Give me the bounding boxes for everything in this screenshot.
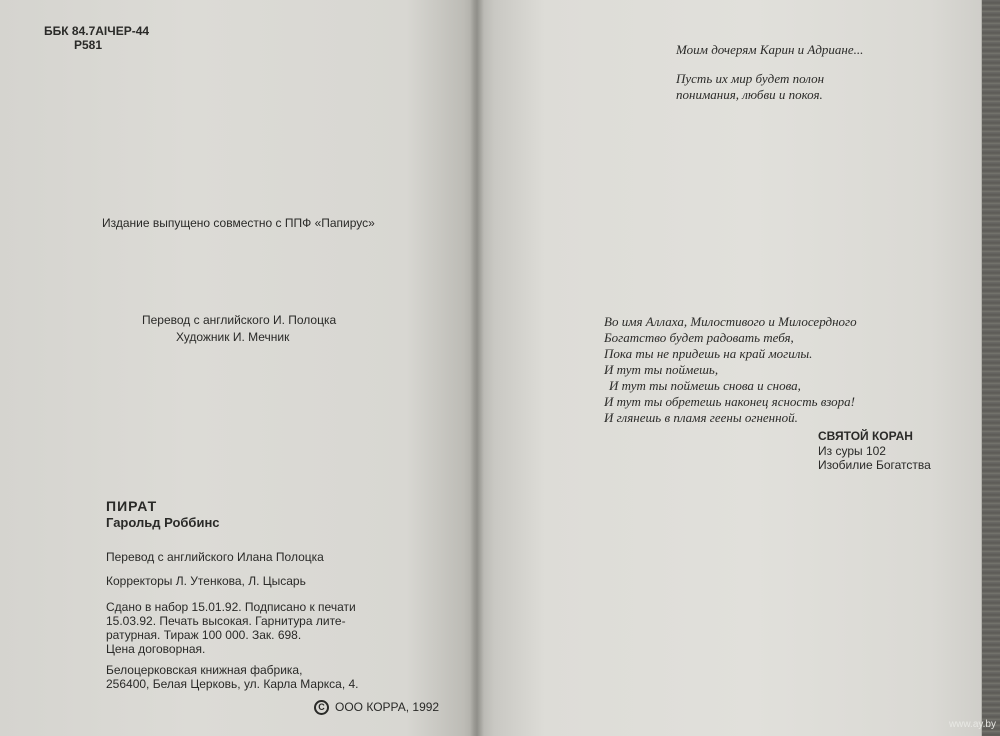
print-info-line: 15.03.92. Печать высокая. Гарнитура лите- <box>106 614 346 628</box>
copyright-icon: C <box>314 700 329 715</box>
printer-line: 256400, Белая Церковь, ул. Карла Маркса, 4. <box>106 677 359 691</box>
book-author: Гарольд Роббинс <box>106 515 220 530</box>
print-info-line: Сдано в набор 15.01.92. Подписано к печати <box>106 600 356 614</box>
epigraph-line: И тут ты поймешь, <box>604 362 719 377</box>
epigraph-line: И тут ты поймешь снова и снова, <box>609 378 801 393</box>
artist-credit: Художник И. Мечник <box>176 330 290 344</box>
proofreaders: Корректоры Л. Утенкова, Л. Цысарь <box>106 574 306 588</box>
print-info-line: ратурная. Тираж 100 000. Зак. 698. <box>106 628 302 642</box>
joint-edition-note: Издание выпущено совместно с ППФ «Папирус» <box>102 216 375 230</box>
printer-line: Белоцерковская книжная фабрика, <box>106 663 303 677</box>
translation-full: Перевод с английского Илана Полоцка <box>106 550 324 564</box>
site-watermark: www.ay.by <box>948 719 996 730</box>
epigraph-source-sura: Из суры 102 <box>818 444 886 458</box>
copyright-text: ООО КОРРА, 1992 <box>335 700 440 714</box>
book-gutter <box>470 0 484 736</box>
translation-credit: Перевод с английского И. Полоцка <box>142 313 337 327</box>
epigraph-source-sura-name: Изобилие Богатства <box>818 458 931 472</box>
book-title: ПИРАТ <box>106 498 158 514</box>
dedication: Моим дочерям Карин и Адриане... <box>676 42 864 57</box>
catalog-index: Р581 <box>74 38 103 52</box>
print-info-line: Цена договорная. <box>106 642 206 656</box>
right-page <box>474 0 982 736</box>
epigraph-line: Во имя Аллаха, Милостивого и Милосердного <box>604 314 857 329</box>
catalog-code: ББК 84.7АІЧЕР-44 <box>44 24 150 38</box>
page-edges <box>982 0 1000 736</box>
epigraph-source-title: СВЯТОЙ КОРАН <box>818 429 913 443</box>
epigraph-line: Богатство будет радовать тебя, <box>604 330 794 345</box>
epigraph-line: Пока ты не придешь на край могилы. <box>604 346 813 361</box>
epigraph-line: И тут ты обретешь наконец ясность взора! <box>604 394 855 409</box>
copyright-line <box>314 700 439 715</box>
epigraph-line: И глянешь в пламя геены огненной. <box>604 410 798 425</box>
dedication-wish-line: понимания, любви и покоя. <box>676 87 823 102</box>
dedication-wish-line: Пусть их мир будет полон <box>676 71 825 86</box>
